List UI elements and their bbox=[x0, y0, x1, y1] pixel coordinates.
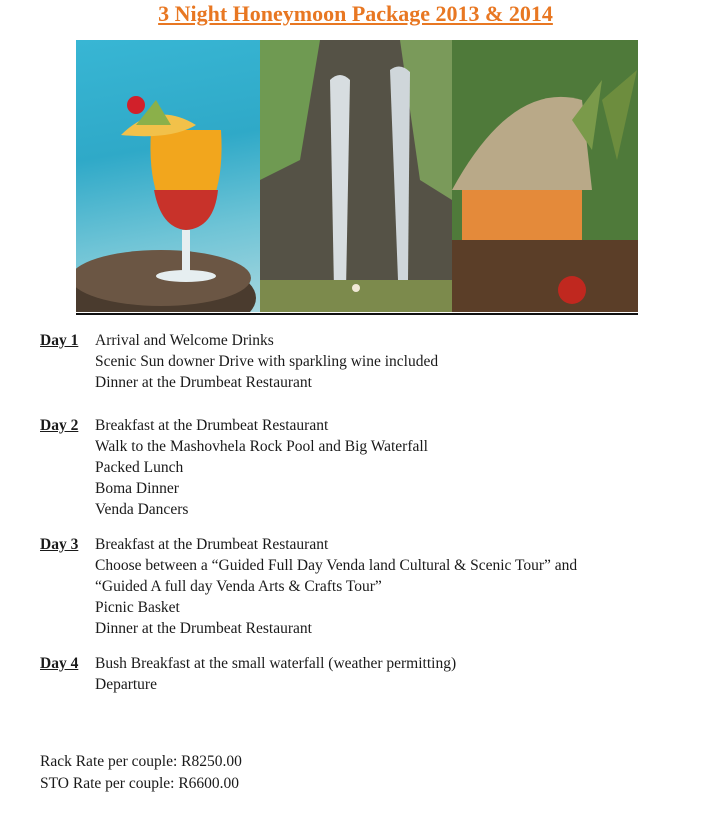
divider-rule bbox=[76, 313, 638, 315]
cocktail-photo bbox=[76, 40, 260, 312]
day-2 bbox=[40, 415, 700, 521]
sto-rate: STO Rate per couple: R6600.00 bbox=[40, 774, 240, 792]
hut-photo bbox=[452, 40, 638, 312]
day-item: Dinner at the Drumbeat Restaurant bbox=[95, 620, 312, 638]
waterfall-photo bbox=[260, 40, 452, 312]
day-item: “Guided A full day Venda Arts & Crafts Tour” bbox=[95, 578, 382, 596]
day-item: Scenic Sun downer Drive with sparkling wine included bbox=[95, 353, 439, 371]
photo-strip bbox=[76, 40, 638, 312]
day-label: Day 4 bbox=[40, 654, 79, 672]
day-3 bbox=[40, 534, 700, 640]
rack-rate: Rack Rate per couple: R8250.00 bbox=[40, 753, 242, 770]
day-label: Day 1 bbox=[40, 332, 79, 349]
rates bbox=[40, 751, 242, 794]
day-item: Bush Breakfast at the small waterfall (weather permitting) bbox=[95, 654, 457, 672]
day-item: Breakfast at the Drumbeat Restaurant bbox=[95, 535, 329, 553]
day-label: Day 3 bbox=[40, 535, 79, 553]
day-item: Walk to the Mashovhela Rock Pool and Big Waterfall bbox=[95, 437, 428, 455]
day-item: Picnic Basket bbox=[95, 599, 180, 617]
day-label: Day 2 bbox=[40, 416, 79, 434]
day-1 bbox=[40, 330, 700, 394]
itinerary bbox=[40, 330, 700, 708]
day-item: Breakfast at the Drumbeat Restaurant bbox=[95, 416, 329, 434]
day-item: Boma Dinner bbox=[95, 480, 179, 498]
day-item: Choose between a “Guided Full Day Venda land Cultural & Scenic Tour” and bbox=[95, 556, 578, 574]
day-item: Departure bbox=[95, 675, 157, 693]
day-item: Arrival and Welcome Drinks bbox=[95, 332, 274, 349]
day-item: Packed Lunch bbox=[95, 459, 184, 477]
page-title: 3 Night Honeymoon Package 2013 & 2014 bbox=[158, 1, 553, 26]
day-item: Venda Dancers bbox=[95, 501, 189, 519]
day-4 bbox=[40, 653, 700, 695]
day-item: Dinner at the Drumbeat Restaurant bbox=[95, 374, 312, 392]
